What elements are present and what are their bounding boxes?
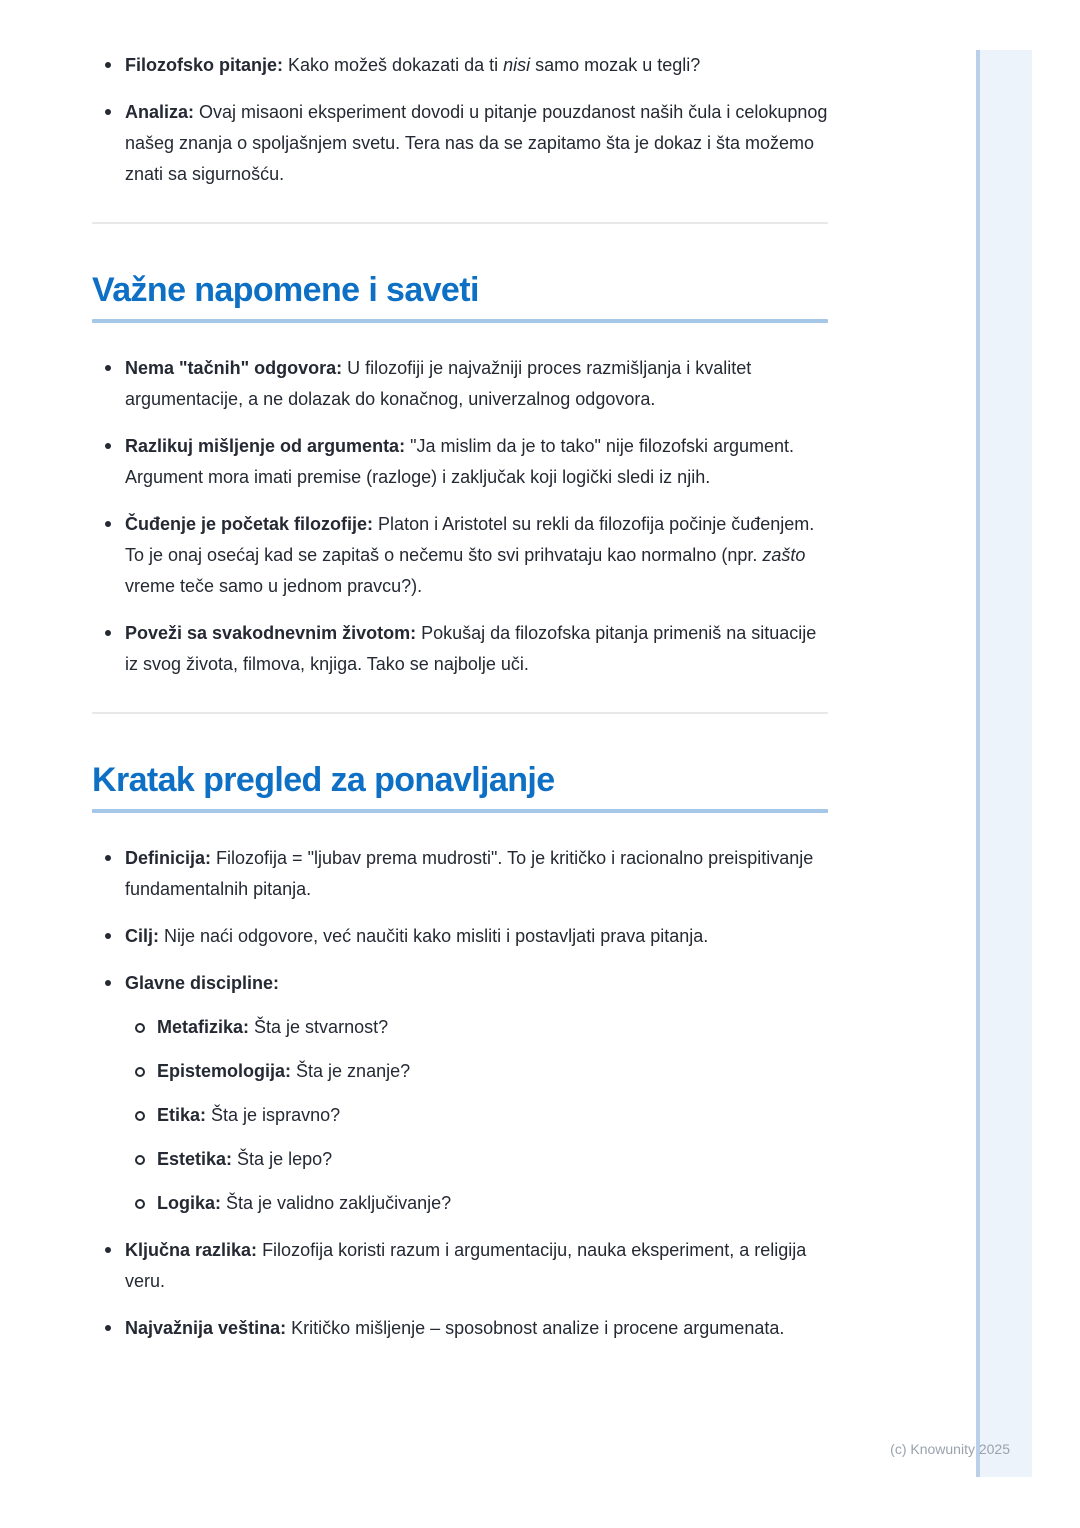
- list-item: [92, 97, 828, 190]
- text-run: vreme teče samo u jednom pravcu?).: [125, 576, 423, 596]
- heading-underline: [92, 319, 828, 323]
- text-run: Definicija:: [125, 848, 217, 868]
- page-content: [92, 50, 828, 1344]
- section-heading: Važne napomene i saveti: [92, 271, 479, 309]
- copyright-footer: (c) Knowunity 2025: [890, 1441, 1010, 1457]
- text-run: Šta je lepo?: [237, 1149, 333, 1169]
- text-run: Šta je stvarnost?: [254, 1017, 389, 1037]
- text-run: Nema "tačnih" odgovora:: [125, 358, 348, 378]
- text-run: Epistemologija:: [157, 1061, 297, 1081]
- text-run: Ključna razlika:: [125, 1240, 263, 1260]
- text-run: Etika:: [157, 1105, 212, 1125]
- text-run: Šta je ispravno?: [211, 1105, 341, 1125]
- text-run: zašto: [762, 545, 806, 565]
- text-run: Filozofsko pitanje:: [125, 55, 289, 75]
- list-item: [92, 618, 828, 680]
- text-run: Filozofija = "ljubav prema mudrosti". To je kritičko i racionalno preispitivanje fundamentalnih pitanja.: [125, 848, 814, 899]
- text-run: Razlikuj mišljenje od argumenta:: [125, 436, 411, 456]
- list-item: [92, 921, 828, 952]
- text-run: Kritičko mišljenje – sposobnost analize i procene argumenata.: [291, 1318, 785, 1338]
- text-run: Estetika:: [157, 1149, 238, 1169]
- list-item: [125, 1188, 828, 1219]
- text-run: Nije naći odgovore, već naučiti kako misliti i postavljati prava pitanja.: [164, 926, 709, 946]
- bullet-list: [92, 50, 828, 190]
- bullet-list: [125, 1012, 828, 1219]
- list-item: [92, 353, 828, 415]
- text-run: Šta je validno zaključivanje?: [226, 1193, 452, 1213]
- text-run: samo mozak u tegli?: [530, 55, 701, 75]
- text-run: Glavne discipline:: [125, 973, 280, 993]
- text-run: Ovaj misaoni eksperiment dovodi u pitanje pouzdanost naših čula i celokupnog našeg znanja o spoljašnjem svetu. Tera nas da se zapitamo šta je dokaz i šta možemo znati sa sigurnošću.: [125, 102, 828, 184]
- text-run: Filozofija koristi razum i argumentaciju, nauka eksperiment, a religija veru.: [125, 1240, 807, 1291]
- text-run: Analiza:: [125, 102, 200, 122]
- text-run: U filozofiji je najvažniji proces razmišljanja i kvalitet argumentacije, a ne dolazak do konačnog, univerzalnog odgovora.: [125, 358, 752, 409]
- text-run: "Ja mislim da je to tako" nije filozofski argument. Argument mora imati premise (razloge) i zaključak koji logički sledi iz njih.: [125, 436, 795, 487]
- list-item: [92, 1235, 828, 1297]
- list-item: [92, 968, 828, 1219]
- text-run: Najvažnija veština:: [125, 1318, 292, 1338]
- page-edge-strip: [976, 50, 1032, 1477]
- text-run: Pokušaj da filozofska pitanja primeniš na situacije iz svog života, filmova, knjiga. Tako se najbolje uči.: [125, 623, 817, 674]
- text-run: Čuđenje je početak filozofije:: [125, 514, 379, 534]
- section-divider: [92, 222, 828, 224]
- text-run: Metafizika:: [157, 1017, 255, 1037]
- bullet-list: [92, 353, 828, 680]
- text-run: nisi: [503, 55, 531, 75]
- text-run: Kako možeš dokazati da ti: [288, 55, 504, 75]
- text-run: Platon i Aristotel su rekli da filozofija počinje čuđenjem. To je onaj osećaj kad se zapitaš o nečemu što svi prihvataju kao normalno (npr.: [125, 514, 815, 565]
- list-item: [125, 1012, 828, 1043]
- list-item: [92, 1313, 828, 1344]
- list-item: [92, 50, 828, 81]
- text-run: Logika:: [157, 1193, 227, 1213]
- text-run: Poveži sa svakodnevnim životom:: [125, 623, 422, 643]
- heading-underline: [92, 809, 828, 813]
- section-divider: [92, 712, 828, 714]
- list-item: [92, 843, 828, 905]
- text-run: Cilj:: [125, 926, 164, 946]
- list-item: [125, 1144, 828, 1175]
- list-item: [125, 1100, 828, 1131]
- section-heading: Kratak pregled za ponavljanje: [92, 761, 555, 799]
- list-item: [125, 1056, 828, 1087]
- text-run: Šta je znanje?: [296, 1061, 411, 1081]
- list-item: [92, 431, 828, 493]
- list-item: [92, 509, 828, 602]
- bullet-list: [92, 843, 828, 1344]
